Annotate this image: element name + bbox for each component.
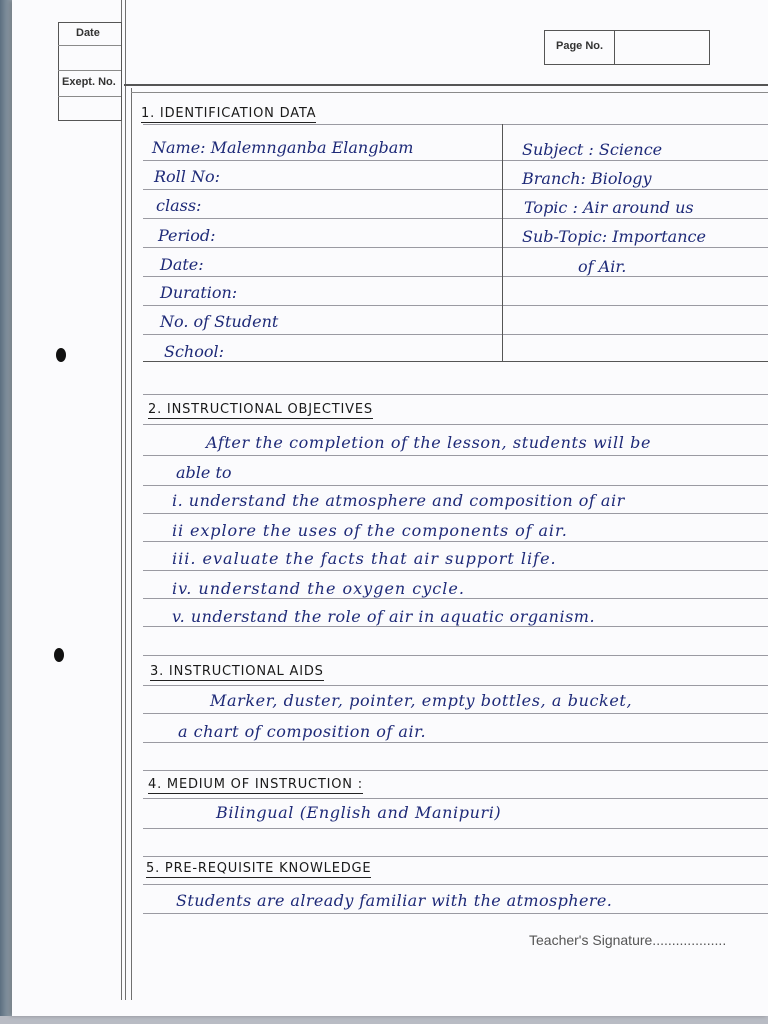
rule [143, 189, 768, 190]
rule [143, 770, 768, 771]
rule [143, 394, 768, 395]
date-box-divider-2 [58, 70, 121, 71]
page-no-label: Page No. [556, 40, 604, 52]
rule [143, 218, 768, 219]
id-date: Date: [160, 255, 204, 274]
objective-intro: After the completion of the lesson, students will be [206, 433, 652, 452]
rule [143, 305, 768, 306]
margin-line-2 [125, 0, 126, 1000]
date-box-divider-3 [58, 96, 121, 97]
punch-hole-bottom [54, 648, 64, 662]
notebook-page [12, 0, 768, 1016]
rule [143, 685, 768, 686]
objective-5: v. understand the role of air in aquatic organism. [172, 607, 596, 626]
rule [143, 798, 768, 799]
section-5-heading: 5. PRE-REQUISITE KNOWLEDGE [146, 861, 372, 876]
rule [143, 655, 768, 656]
objective-intro-cont: able to [176, 463, 232, 482]
id-sub-topic: Sub-Topic: Importance [522, 227, 706, 246]
section-2-heading: 2. INSTRUCTIONAL OBJECTIVES [148, 402, 373, 417]
objective-3: iii. evaluate the facts that air support life. [172, 549, 557, 568]
rule [143, 160, 768, 161]
identification-divider [502, 124, 503, 362]
margin-line-3 [131, 88, 132, 1000]
medium-line: Bilingual (English and Manipuri) [216, 803, 502, 822]
prerequisite-line: Students are already familiar with the atmosphere. [176, 891, 613, 910]
id-roll-no: Roll No: [154, 167, 221, 186]
rule [143, 856, 768, 857]
date-box-divider-1 [58, 45, 121, 46]
id-duration: Duration: [160, 283, 238, 302]
rule [143, 742, 768, 743]
margin-line-1 [121, 0, 122, 1000]
section-3-heading: 3. INSTRUCTIONAL AIDS [150, 664, 324, 679]
teacher-signature: Teacher's Signature................... [529, 932, 727, 948]
objective-1: i. understand the atmosphere and composition of air [172, 491, 625, 510]
page-bottom-edge [0, 1016, 768, 1024]
rule [143, 713, 768, 714]
id-no-of-student: No. of Student [160, 312, 279, 331]
objective-4: iv. understand the oxygen cycle. [172, 579, 465, 598]
aids-line-2: a chart of composition of air. [178, 722, 427, 741]
header-rule-2 [131, 92, 768, 93]
id-subject: Subject : Science [522, 140, 663, 159]
rule [143, 541, 768, 542]
rule [143, 913, 768, 914]
id-period: Period: [158, 226, 216, 245]
rule [143, 598, 768, 599]
header-rule [124, 84, 768, 86]
rule [143, 455, 768, 456]
rule [143, 570, 768, 571]
rule [143, 424, 768, 425]
exept-label: Exept. No. [62, 76, 116, 88]
page-no-divider [614, 30, 615, 64]
id-school: School: [164, 342, 224, 361]
section-4-heading: 4. MEDIUM OF INSTRUCTION : [148, 777, 363, 792]
id-class: class: [156, 196, 202, 215]
rule [143, 485, 768, 486]
id-branch: Branch: Biology [522, 169, 652, 188]
rule [143, 247, 768, 248]
id-topic: Topic : Air around us [524, 198, 694, 217]
rule [143, 334, 768, 335]
rule [143, 626, 768, 627]
objective-2: ii explore the uses of the components of air. [172, 521, 568, 540]
section-1-heading: 1. IDENTIFICATION DATA [141, 106, 317, 121]
date-label: Date [76, 27, 100, 39]
rule [143, 361, 768, 362]
rule [143, 828, 768, 829]
rule [143, 884, 768, 885]
aids-line-1: Marker, duster, pointer, empty bottles, a bucket, [210, 691, 633, 710]
id-name: Name: Malemnganba Elangbam [152, 138, 414, 157]
page-edge [0, 0, 12, 1024]
id-sub-topic-cont: of Air. [578, 257, 627, 276]
punch-hole-top [56, 348, 66, 362]
rule [143, 124, 768, 125]
rule [143, 513, 768, 514]
rule [143, 276, 768, 277]
